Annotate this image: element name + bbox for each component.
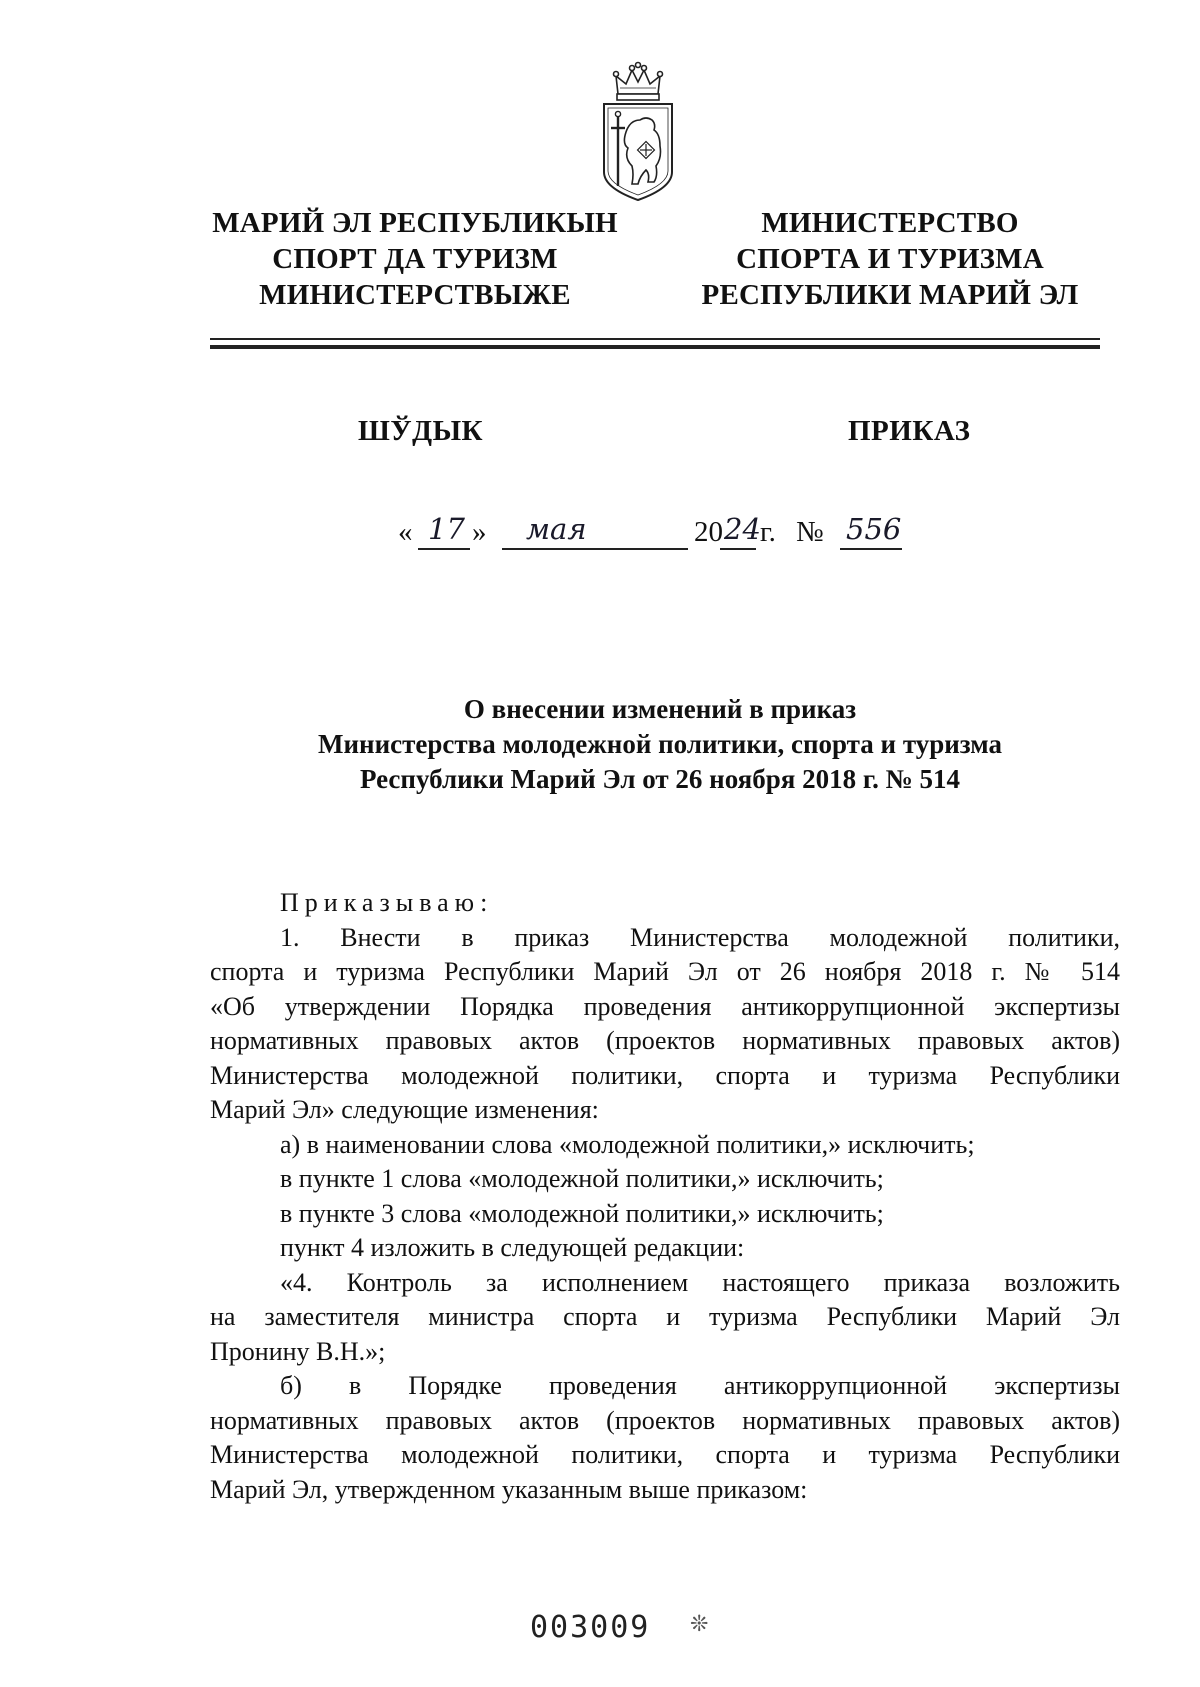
document-title — [200, 692, 1120, 797]
doc-type-russian: ПРИКАЗ — [848, 415, 971, 447]
change-a-4: пункт 4 изложить в следующей редакции: — [280, 1233, 745, 1262]
document-body — [210, 886, 1120, 1507]
header-left-line-2: СПОРТ ДА ТУРИЗМ — [272, 243, 558, 275]
item1-line-5: Министерства молодежной политики, спорта и туризма Республики — [210, 1060, 1120, 1090]
date-month-handwritten: мая — [526, 512, 587, 546]
coat-of-arms-emblem — [598, 54, 678, 202]
quote4-line-2: на заместителя министра спорта и туризма Республики Марий Эл — [210, 1302, 1120, 1331]
header-divider-thick — [210, 345, 1100, 349]
item1-line-4: нормативных правовых актов (проектов нормативных правовых актов) — [210, 1026, 1120, 1055]
header-russian-name — [680, 205, 1100, 313]
order-number-handwritten: 556 — [846, 512, 902, 546]
item1-line-3: «Об утверждении Порядка проведения антикоррупционной экспертизы — [210, 991, 1120, 1021]
header-mari-name — [195, 205, 635, 313]
date-day-handwritten: 17 — [428, 512, 465, 546]
change-b-line-2: нормативных правовых актов (проектов нормативных правовых актов) — [210, 1405, 1120, 1435]
title-line-2: Министерства молодежной политики, спорта и туризма — [318, 729, 1002, 759]
title-line-3: Республики Марий Эл от 26 ноября 2018 г. № 514 — [359, 764, 961, 794]
stamp-mark-icon: ❊ — [690, 1612, 709, 1637]
change-a-3: в пункте 3 слова «молодежной политики,» исключить; — [280, 1198, 884, 1228]
date-close-quote: » — [472, 516, 487, 548]
header-divider-thin — [210, 338, 1100, 340]
order-number-underline — [840, 548, 902, 550]
header-left-line-3: МИНИСТЕРСТВЫЖЕ — [259, 279, 571, 311]
date-month-underline — [502, 548, 688, 550]
quote4-line-3: Пронину В.Н.»; — [210, 1336, 386, 1366]
header-right-line-3: РЕСПУБЛИКИ МАРИЙ ЭЛ — [701, 279, 1079, 311]
header-right-line-2: СПОРТА И ТУРИЗМА — [736, 243, 1044, 275]
date-number-line — [398, 512, 958, 556]
date-year-prefix: 20 — [694, 516, 723, 548]
doc-type-mari: ШЎДЫК — [358, 415, 484, 447]
order-word: Приказываю: — [280, 888, 494, 917]
item1-line-1: 1. Внести в приказ Министерства молодежной политики, — [280, 922, 1120, 952]
date-year-underline — [720, 548, 756, 550]
change-b-line-1: б) в Порядке проведения антикоррупционной экспертизы — [280, 1371, 1120, 1400]
header-right-line-1: МИНИСТЕРСТВО — [761, 207, 1019, 239]
header-left-line-1: МАРИЙ ЭЛ РЕСПУБЛИКЫН — [212, 207, 618, 239]
change-b-line-3: Министерства молодежной политики, спорта и туризма Республики — [210, 1440, 1120, 1469]
serial-number-stamp: 003009 — [530, 1610, 651, 1645]
title-line-1: О внесении изменений в приказ — [463, 694, 857, 724]
change-a-1: а) в наименовании слова «молодежной политики,» исключить; — [280, 1129, 975, 1159]
quote4-line-1: «4. Контроль за исполнением настоящего приказа возложить — [280, 1267, 1120, 1297]
order-number-label: № — [796, 516, 824, 548]
change-a-2: в пункте 1 слова «молодежной политики,» исключить; — [280, 1164, 884, 1193]
change-b-line-4: Марий Эл, утвержденном указанным выше приказом: — [210, 1474, 808, 1504]
item1-line-6: Марий Эл» следующие изменения: — [210, 1095, 599, 1124]
date-year-suffix-handwritten: 24 — [724, 512, 761, 546]
item1-line-2: спорта и туризма Республики Марий Эл от 26 ноября 2018 г. № 514 — [210, 957, 1120, 986]
date-year-unit: г. — [760, 516, 776, 548]
date-day-underline — [418, 548, 470, 550]
date-open-quote: « — [398, 516, 413, 548]
